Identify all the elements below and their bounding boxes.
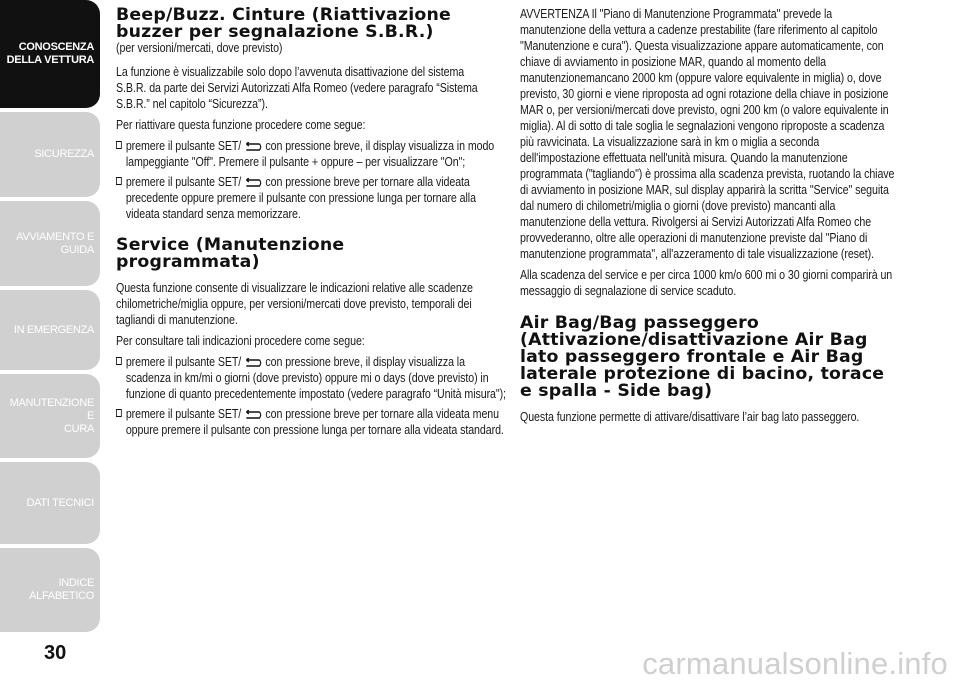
list-item: premere il pulsante SET/ con pressione breve, il display visualizza in modo lampeggiante "Off". Premere il pulsante + oppure – per visualizzare "On"; — [116, 138, 506, 170]
sidebar-tab-manutenzione[interactable] — [0, 374, 100, 458]
sidebar-tab-indice[interactable] — [0, 548, 100, 632]
right-column — [520, 6, 900, 430]
watermark: carmanualsonline.info — [642, 646, 948, 681]
page-number: 30 — [44, 642, 67, 664]
beep-title: Beep/Buzz. Cinture (Riattivazione buzzer per segnalazione S.B.R.) — [116, 5, 451, 41]
beep-paragraph-2: Per riattivare questa funzione procedere come segue: — [116, 117, 366, 132]
service-expiry-paragraph: Alla scadenza del service e per circa 1000 km/o 600 mi o 30 giorni comparirà un messaggio di segnalazione di service scaduto. — [520, 267, 893, 298]
service-paragraph-2: Per consultare tali indicazioni procedere come segue: — [116, 333, 365, 348]
beep-subtitle: (per versioni/mercati, dove previsto) — [116, 40, 283, 55]
sidebar-tab-label: DATI TECNICI — [26, 496, 94, 509]
airbag-paragraph: Questa funzione permette di attivare/disattivare l’air bag lato passeggero. — [520, 409, 860, 424]
avvertenza-paragraph: AVVERTENZA Il "Piano di Manutenzione Programmata" prevede la manutenzione della vettura a cadenze prestabilite (fare riferimento al capitolo "Manutenzione e cura"). Questa visualizzazione appare automaticamente, con chiave di avviamento in posizione MAR, quando al momento della manutenzionemancano 2000 km (oppure valore equivalente in miglia) o, dove previsto, 30 giorni e viene riproposta ad ogni rotazione della chiave in posizione MAR o, per versioni/mercati dove previsto, ogni 200 km (o valore equivalente in miglia). Al di sotto di tale soglia le segnalazioni vengono riproposte a scadenza più ravvicinata. La visualizzazione sarà in km o miglia a seconda dell'impostazione effettuata nell'unità misura. Quando la manutenzione programmata ("tagliando") è prossima alla scadenza prevista, ruotando la chiave di avviamento in posizione MAR, sul display apparirà la scritta "Service" seguita dal numero di chilometri/miglia o giorni (dove previsto) mancanti alla manutenzione della vettura. Rivolgersi ai Servizi Autorizzati Alfa Romeo che provvederanno, oltre alle operazioni di manutenzione previste dal "Piano di manutenzione programmata", all'azzeramento di tale visualizzazione (reset). — [520, 6, 895, 261]
sidebar-tab-label: AVVIAMENTO E GUIDA — [16, 230, 94, 256]
beep-steps — [116, 138, 496, 222]
sidebar-tab-label: INDICE ALFABETICO — [29, 577, 94, 602]
service-paragraph-1: Questa funzione consente di visualizzare le indicazioni relative alle scadenze chilometriche/miglia oppure, per versioni/mercati dove previsto, temporali dei tagliandi di manutenzione. — [116, 280, 473, 327]
service-title: Service (Manutenzione programmata) — [116, 235, 345, 271]
sidebar-tab-label: SICUREZZA — [34, 148, 94, 160]
return-arrow-icon — [241, 358, 262, 368]
return-arrow-icon — [241, 178, 262, 188]
sidebar-tab-emergenza[interactable] — [0, 290, 100, 370]
sidebar-tab-conoscenza[interactable] — [0, 0, 100, 108]
sidebar-tab-dati-tecnici[interactable] — [0, 462, 100, 544]
list-item: premere il pulsante SET/ con pressione breve per tornare alla videata precedente oppure premere il pulsante con pressione lunga per tornare alla videata standard senza memorizzare. — [116, 174, 506, 222]
sidebar-tab-avviamento[interactable] — [0, 201, 100, 286]
sidebar-tab-label: MANUTENZIONE E CURA — [9, 396, 94, 435]
beep-paragraph-1: La funzione è visualizzabile solo dopo l’avvenuta disattivazione del sistema S.B.R. da parte dei Servizi Autorizzati Alfa Romeo (vedere paragrafo “Sistema S.B.R.” nel capitolo “Sicurezza”). — [116, 64, 478, 111]
list-item: premere il pulsante SET/ con pressione breve per tornare alla videata menu oppure premere il pulsante con pressione lunga per tornare alla videata standard. — [116, 406, 506, 438]
sidebar-tab-label: CONOSCENZA DELLA VETTURA — [6, 41, 94, 66]
sidebar-tab-label: IN EMERGENZA — [13, 323, 94, 336]
left-column — [116, 5, 506, 442]
checkbox-bullet-icon — [116, 409, 122, 417]
checkbox-bullet-icon — [116, 357, 122, 365]
return-arrow-icon — [241, 410, 262, 420]
list-item: premere il pulsante SET/ con pressione breve, il display visualizza la scadenza in km/mi o giorni (dove previsto) oppure mi o days (dove previsto) in funzione di quanto precedentemente impostato (vedere paragrafo “Unità misura"); — [116, 354, 506, 402]
sidebar-tab-sicurezza[interactable] — [0, 112, 100, 197]
service-steps — [116, 354, 506, 438]
checkbox-bullet-icon — [116, 141, 122, 149]
checkbox-bullet-icon — [116, 177, 122, 185]
airbag-title: Air Bag/Bag passeggero (Attivazione/disattivazione Air Bag lato passeggero frontale e Air Bag laterale protezione di bacino, torace e spalla - Side bag) — [520, 313, 885, 400]
return-arrow-icon — [241, 142, 262, 152]
